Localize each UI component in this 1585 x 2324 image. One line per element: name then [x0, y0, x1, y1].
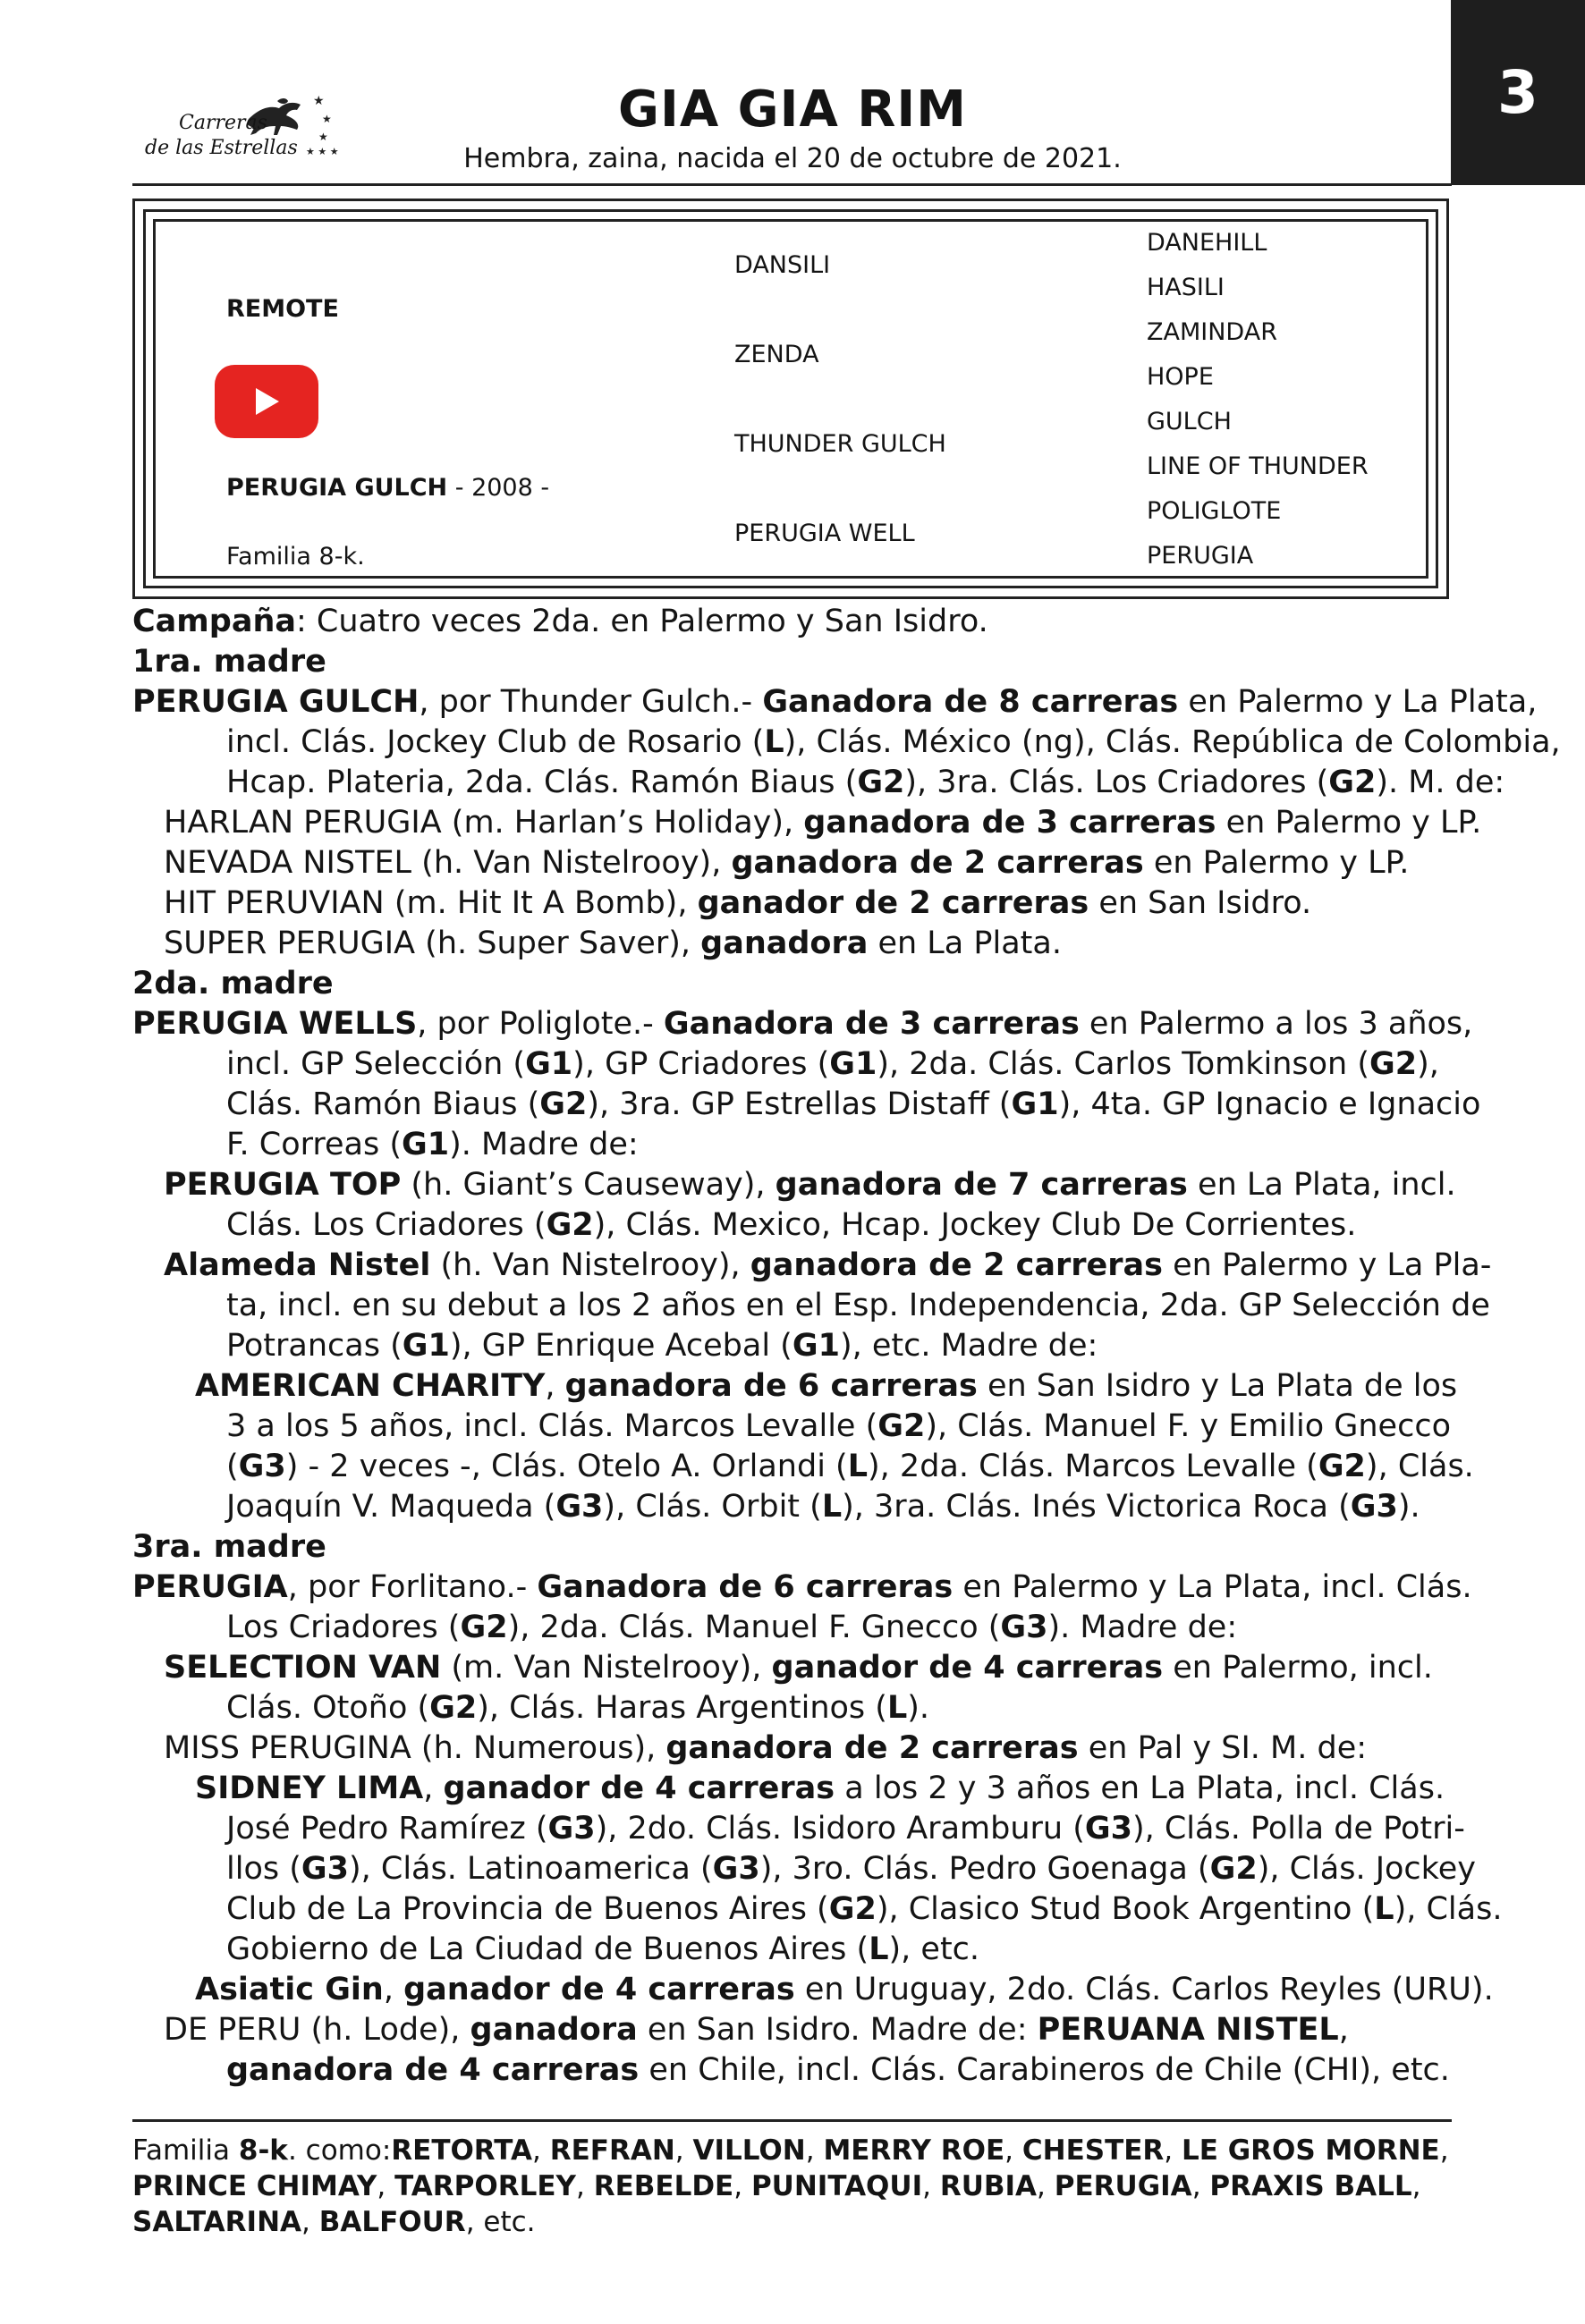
bold-text: TARPORLEY: [394, 2170, 576, 2202]
text-segment: ,: [733, 2170, 751, 2202]
footer-line: [132, 2168, 1456, 2204]
bold-text: L: [1374, 1891, 1394, 1927]
bold-text: G2: [1318, 1449, 1366, 1484]
text-segment: ), GP Criadores (: [572, 1046, 830, 1082]
bold-text: L: [764, 724, 784, 760]
bold-text: L: [847, 1449, 869, 1484]
text-segment: : Cuatro veces 2da. en Palermo y San Isidro.: [295, 604, 988, 639]
bold-text: G1: [1011, 1086, 1059, 1122]
text-segment: ,: [532, 2134, 550, 2167]
text-segment: Potrancas (: [226, 1328, 403, 1364]
bold-text: 2da. madre: [132, 966, 334, 1001]
bold-text: PUNITAQUI: [750, 2170, 923, 2202]
text-line: [132, 1608, 1456, 1648]
video-play-button[interactable]: [215, 365, 318, 438]
text-segment: en Uruguay, 2do. Clás. Carlos Reyles (URU).: [794, 1972, 1494, 2007]
text-segment: en La Plata, incl.: [1187, 1167, 1456, 1203]
text-segment: ), Clás. Mexico, Hcap. Jockey Club De Corrientes.: [593, 1207, 1357, 1243]
pedigree-notes: [132, 602, 1561, 2091]
horse-description: Hembra, zaina, nacida el 20 de octubre de 2021.: [463, 143, 1122, 174]
text-segment: ), 3ra. GP Estrellas Distaff (: [587, 1086, 1012, 1122]
bold-text: PERUGIA: [1054, 2170, 1192, 2202]
text-segment: , etc.: [465, 2206, 536, 2238]
svg-text:★: ★: [313, 94, 325, 108]
bold-text: G2: [877, 1408, 926, 1444]
text-segment: llos (: [226, 1851, 301, 1887]
text-segment: ) - 2 veces -, Clás. Otelo A. Orlandi (: [285, 1449, 848, 1484]
text-segment: ), 2do. Clás. Isidoro Aramburu (: [595, 1811, 1085, 1847]
text-line: [132, 1326, 1456, 1366]
bold-text: ganadora de 3 carreras: [803, 805, 1216, 841]
bold-text: SELECTION VAN: [164, 1650, 442, 1686]
text-segment: ). M. de:: [1376, 765, 1505, 800]
bold-text: ganadora de 2 carreras: [731, 845, 1144, 881]
text-segment: en Pal y SI. M. de:: [1078, 1730, 1368, 1766]
text-segment: , por Poliglote.-: [417, 1006, 664, 1042]
bold-text: PERUGIA GULCH: [132, 684, 420, 720]
bold-text: PRAXIS BALL: [1209, 2170, 1412, 2202]
text-segment: ), Clás. Haras Argentinos (: [477, 1690, 887, 1726]
text-line: [132, 642, 1456, 682]
text-segment: ,: [301, 2206, 319, 2238]
text-segment: , por Thunder Gulch.-: [419, 684, 763, 720]
pedigree-gen3-item: HOPE: [1147, 363, 1214, 391]
bold-text: G2: [1328, 765, 1377, 800]
pedigree-family: Familia 8-k.: [226, 543, 365, 570]
bold-text: G2: [857, 765, 905, 800]
bold-text: G2: [828, 1891, 877, 1927]
text-line: [132, 2050, 1456, 2091]
text-line: [132, 1769, 1456, 1809]
text-line: [132, 1205, 1456, 1246]
bold-text: Alameda Nistel: [164, 1247, 431, 1283]
text-segment: NEVADA NISTEL (h. Van Nistelrooy),: [164, 845, 732, 881]
text-line: [132, 1125, 1456, 1165]
pedigree-dam-name: PERUGIA GULCH: [226, 474, 448, 502]
text-segment: Joaquín V. Maqueda (: [226, 1489, 556, 1525]
bold-text: G2: [460, 1610, 508, 1645]
text-line: [132, 2010, 1456, 2050]
bold-text: Campaña: [132, 604, 296, 639]
text-line: [132, 1849, 1476, 1889]
bold-text: 3ra. madre: [132, 1529, 326, 1565]
pedigree-gen2-item: ZENDA: [734, 341, 819, 368]
text-segment: ), Clás. Latinoamerica (: [348, 1851, 713, 1887]
bold-text: G3: [712, 1851, 760, 1887]
text-segment: ), 2da. Clás. Carlos Tomkinson (: [877, 1046, 1370, 1082]
bold-text: G2: [429, 1690, 478, 1726]
pedigree-gen2-item: THUNDER GULCH: [734, 430, 946, 458]
bold-text: REFRAN: [549, 2134, 675, 2167]
text-segment: ), 2da. Clás. Marcos Levalle (: [868, 1449, 1318, 1484]
bold-text: REBELDE: [593, 2170, 734, 2202]
text-segment: Club de La Provincia de Buenos Aires (: [226, 1891, 829, 1927]
text-segment: ,: [1164, 2134, 1182, 2167]
text-segment: ,: [674, 2134, 693, 2167]
text-line: [132, 1044, 1456, 1085]
text-segment: ,: [1338, 2012, 1349, 2048]
bold-text: PERUGIA TOP: [164, 1167, 402, 1203]
bold-text: ganadora de 2 carreras: [750, 1247, 1163, 1283]
text-line: [132, 1648, 1456, 1688]
bold-text: PERUGIA WELLS: [132, 1006, 418, 1042]
bold-text: 8-k: [238, 2134, 288, 2167]
bold-text: BALFOUR: [318, 2206, 466, 2238]
text-segment: ), 3ra. Clás. Inés Victorica Roca (: [842, 1489, 1351, 1525]
text-segment: ), Clás. Jockey: [1257, 1851, 1476, 1887]
pedigree-gen2-item: PERUGIA WELL: [734, 520, 915, 547]
text-segment: , por Forlitano.-: [287, 1569, 538, 1605]
bold-text: CHESTER: [1021, 2134, 1165, 2167]
text-segment: HARLAN PERUGIA (m. Harlan’s Holiday),: [164, 805, 804, 841]
family-notes: [132, 2133, 1456, 2240]
text-segment: ta, incl. en su debut a los 2 años en el Esp. Independencia, 2da. GP Selección de: [226, 1288, 1490, 1323]
text-segment: en San Isidro.: [1089, 885, 1312, 921]
bold-text: G3: [301, 1851, 349, 1887]
text-line: [132, 763, 1505, 803]
text-segment: en Palermo y La Plata,: [1178, 684, 1538, 720]
text-segment: ), 3ra. Clás. Los Criadores (: [904, 765, 1329, 800]
bold-text: AMERICAN CHARITY: [195, 1368, 546, 1404]
text-line: [132, 1889, 1503, 1930]
text-segment: José Pedro Ramírez (: [226, 1811, 548, 1847]
text-line: [132, 1809, 1465, 1849]
bold-text: G2: [1369, 1046, 1418, 1082]
text-line: [132, 1688, 1456, 1728]
text-line: [132, 1366, 1456, 1407]
text-segment: ), GP Enrique Acebal (: [449, 1328, 792, 1364]
text-line: [132, 602, 1456, 642]
text-segment: en Palermo y La Plata, incl. Clás.: [953, 1569, 1472, 1605]
bold-text: ganador de 4 carreras: [443, 1770, 835, 1806]
bold-text: Ganadora de 8 carreras: [762, 684, 1179, 720]
bold-text: SIDNEY LIMA: [195, 1770, 424, 1806]
text-segment: en La Plata.: [868, 925, 1062, 961]
text-line: [132, 924, 1456, 964]
text-segment: 3 a los 5 años, incl. Clás. Marcos Levalle (: [226, 1408, 878, 1444]
pedigree-gen3-item: LINE OF THUNDER: [1147, 452, 1369, 480]
text-line: [132, 1527, 1456, 1568]
text-segment: incl. GP Selección (: [226, 1046, 526, 1082]
bold-text: PRINCE CHIMAY: [132, 2170, 377, 2202]
text-segment: en Palermo, incl.: [1163, 1650, 1433, 1686]
bold-text: ganadora: [700, 925, 869, 961]
bold-text: G1: [829, 1046, 877, 1082]
text-line: [132, 1246, 1492, 1286]
bold-text: Ganadora de 3 carreras: [663, 1006, 1080, 1042]
text-line: [132, 1568, 1472, 1608]
pedigree-dam: [226, 474, 549, 502]
text-segment: ,: [1037, 2170, 1055, 2202]
bold-text: G1: [402, 1127, 450, 1162]
bold-text: SALTARINA: [132, 2206, 302, 2238]
bold-text: G3: [1350, 1489, 1398, 1525]
text-segment: DE PERU (h. Lode),: [164, 2012, 470, 2048]
pedigree-gen3-item: GULCH: [1147, 408, 1232, 435]
bold-text: G3: [547, 1811, 596, 1847]
svg-text:★: ★: [322, 113, 332, 125]
bold-text: Ganadora de 6 carreras: [537, 1569, 954, 1605]
pedigree-gen3-item: POLIGLOTE: [1147, 497, 1282, 525]
bold-text: ganadora de 6 carreras: [564, 1368, 978, 1404]
bold-text: G1: [402, 1328, 450, 1364]
text-segment: ), Clasico Stud Book Argentino (: [876, 1891, 1375, 1927]
text-line: [132, 883, 1456, 924]
text-line: [132, 1085, 1481, 1125]
text-line: [132, 1165, 1456, 1205]
text-segment: ,: [423, 1770, 444, 1806]
text-segment: ), Clás. Orbit (: [603, 1489, 822, 1525]
bold-text: LE GROS MORNE: [1182, 2134, 1440, 2167]
svg-text:★ ★ ★: ★ ★ ★: [306, 146, 339, 157]
logo-text-carreras: Carreras: [179, 112, 267, 134]
text-segment: ,: [1004, 2134, 1022, 2167]
pedigree-sire: REMOTE: [226, 295, 339, 323]
pedigree-dam-year: - 2008 -: [447, 474, 550, 502]
text-segment: ), 3ro. Clás. Pedro Goenaga (: [759, 1851, 1210, 1887]
bold-text: PERUGIA: [132, 1569, 288, 1605]
bold-text: ganadora: [470, 2012, 638, 2048]
pedigree-gen3-item: HASILI: [1147, 274, 1225, 301]
text-segment: . como:: [287, 2134, 392, 2167]
bold-text: L: [886, 1690, 908, 1726]
text-segment: Clás. Otoño (: [226, 1690, 430, 1726]
text-line: [132, 1728, 1456, 1769]
text-segment: (: [226, 1449, 239, 1484]
bold-text: Asiatic Gin: [195, 1972, 384, 2007]
bold-text: RETORTA: [391, 2134, 533, 2167]
bold-text: G1: [525, 1046, 573, 1082]
text-line: [132, 723, 1561, 763]
bold-text: RUBIA: [939, 2170, 1038, 2202]
horse-name: GIA GIA RIM: [618, 80, 967, 139]
text-line: [132, 1286, 1490, 1326]
text-segment: en Palermo y La Pla-: [1162, 1247, 1492, 1283]
bold-text: G3: [1084, 1811, 1132, 1847]
text-segment: incl. Clás. Jockey Club de Rosario (: [226, 724, 765, 760]
text-segment: ,: [922, 2170, 940, 2202]
text-segment: ,: [1411, 2170, 1421, 2202]
bold-text: G1: [792, 1328, 840, 1364]
bold-text: G2: [539, 1086, 588, 1122]
text-segment: en Palermo a los 3 años,: [1079, 1006, 1473, 1042]
text-segment: ,: [1191, 2170, 1210, 2202]
bold-text: G3: [238, 1449, 286, 1484]
text-segment: ).: [1397, 1489, 1420, 1525]
footer-line: [132, 2204, 1456, 2240]
text-segment: ), etc. Madre de:: [839, 1328, 1098, 1364]
text-segment: ,: [576, 2170, 594, 2202]
text-segment: ), 4ta. GP Ignacio e Ignacio: [1058, 1086, 1481, 1122]
text-line: [132, 1487, 1456, 1527]
text-segment: ).: [907, 1690, 930, 1726]
bold-text: ganador de 4 carreras: [771, 1650, 1164, 1686]
svg-text:★: ★: [318, 131, 328, 143]
text-segment: Clás. Ramón Biaus (: [226, 1086, 540, 1122]
text-line: [132, 803, 1482, 843]
text-segment: ,: [377, 2170, 395, 2202]
text-segment: ), Clás. Polla de Potri-: [1132, 1811, 1465, 1847]
bold-text: ganadora de 2 carreras: [665, 1730, 1079, 1766]
footer-line: [132, 2133, 1456, 2168]
pedigree-gen2-item: DANSILI: [734, 251, 831, 279]
text-segment: HIT PERUVIAN (m. Hit It A Bomb),: [164, 885, 698, 921]
text-segment: SUPER PERUGIA (h. Super Saver),: [164, 925, 701, 961]
text-segment: Gobierno de La Ciudad de Buenos Aires (: [226, 1931, 869, 1967]
bold-text: ganador de 2 carreras: [697, 885, 1089, 921]
text-segment: en San Isidro. Madre de:: [637, 2012, 1038, 2048]
text-segment: Hcap. Plateria, 2da. Clás. Ramón Biaus (: [226, 765, 858, 800]
text-segment: ), etc.: [888, 1931, 980, 1967]
bold-text: PERUANA NISTEL: [1037, 2012, 1339, 2048]
pedigree-gen3-item: ZAMINDAR: [1147, 318, 1277, 346]
text-segment: Familia: [132, 2134, 239, 2167]
text-segment: ), Clás. México (ng), Clás. República de Colombia,: [784, 724, 1561, 760]
text-segment: ), Clás. Manuel F. y Emilio Gnecco: [925, 1408, 1451, 1444]
text-segment: F. Correas (: [226, 1127, 403, 1162]
text-segment: Clás. Los Criadores (: [226, 1207, 547, 1243]
text-segment: ,: [545, 1368, 565, 1404]
text-segment: en Palermo y LP.: [1216, 805, 1482, 841]
logo-text-estrellas: de las Estrellas: [145, 137, 298, 159]
bold-text: MERRY ROE: [823, 2134, 1005, 2167]
pedigree-gen3-item: PERUGIA: [1147, 542, 1254, 570]
bold-text: ganador de 4 carreras: [403, 1972, 795, 2007]
bold-text: L: [821, 1489, 843, 1525]
text-segment: ,: [805, 2134, 824, 2167]
text-line: [132, 1004, 1473, 1044]
header-divider: [132, 183, 1452, 186]
text-segment: MISS PERUGINA (h. Numerous),: [164, 1730, 666, 1766]
text-segment: a los 2 y 3 años en La Plata, incl. Clás.: [835, 1770, 1445, 1806]
footer-divider: [132, 2119, 1452, 2122]
text-segment: Los Criadores (: [226, 1610, 461, 1645]
bold-text: VILLON: [692, 2134, 806, 2167]
text-segment: ,: [383, 1972, 404, 2007]
text-segment: ), Clás.: [1394, 1891, 1503, 1927]
youtube-play-icon[interactable]: [256, 388, 279, 415]
text-line: [132, 682, 1538, 723]
pedigree-gen3-item: DANEHILL: [1147, 229, 1267, 257]
text-segment: (h. Van Nistelrooy),: [430, 1247, 750, 1283]
text-line: [132, 1447, 1474, 1487]
text-line: [132, 1407, 1456, 1447]
text-segment: en San Isidro y La Plata de los: [977, 1368, 1458, 1404]
text-segment: ), Clás.: [1365, 1449, 1474, 1484]
text-segment: ), 2da. Clás. Manuel F. Gnecco (: [507, 1610, 1001, 1645]
text-segment: ). Madre de:: [1047, 1610, 1238, 1645]
bold-text: G3: [555, 1489, 604, 1525]
text-segment: ). Madre de:: [449, 1127, 639, 1162]
lot-number: 3: [1497, 58, 1538, 127]
bold-text: G2: [546, 1207, 594, 1243]
bold-text: 1ra. madre: [132, 644, 326, 680]
text-line: [132, 964, 1456, 1004]
bold-text: ganadora de 7 carreras: [775, 1167, 1188, 1203]
text-line: [132, 1930, 1456, 1970]
bold-text: G3: [1000, 1610, 1048, 1645]
text-line: [132, 1970, 1494, 2010]
text-segment: (m. Van Nistelrooy),: [441, 1650, 772, 1686]
text-segment: ),: [1417, 1046, 1439, 1082]
bold-text: L: [869, 1931, 889, 1967]
bold-text: G2: [1209, 1851, 1258, 1887]
bold-text: ganadora de 4 carreras: [226, 2052, 640, 2088]
text-segment: ,: [1439, 2134, 1449, 2167]
text-segment: (h. Giant’s Causeway),: [401, 1167, 776, 1203]
text-line: [132, 843, 1456, 883]
text-segment: en Chile, incl. Clás. Carabineros de Chile (CHI), etc.: [639, 2052, 1450, 2088]
text-segment: en Palermo y LP.: [1143, 845, 1410, 881]
